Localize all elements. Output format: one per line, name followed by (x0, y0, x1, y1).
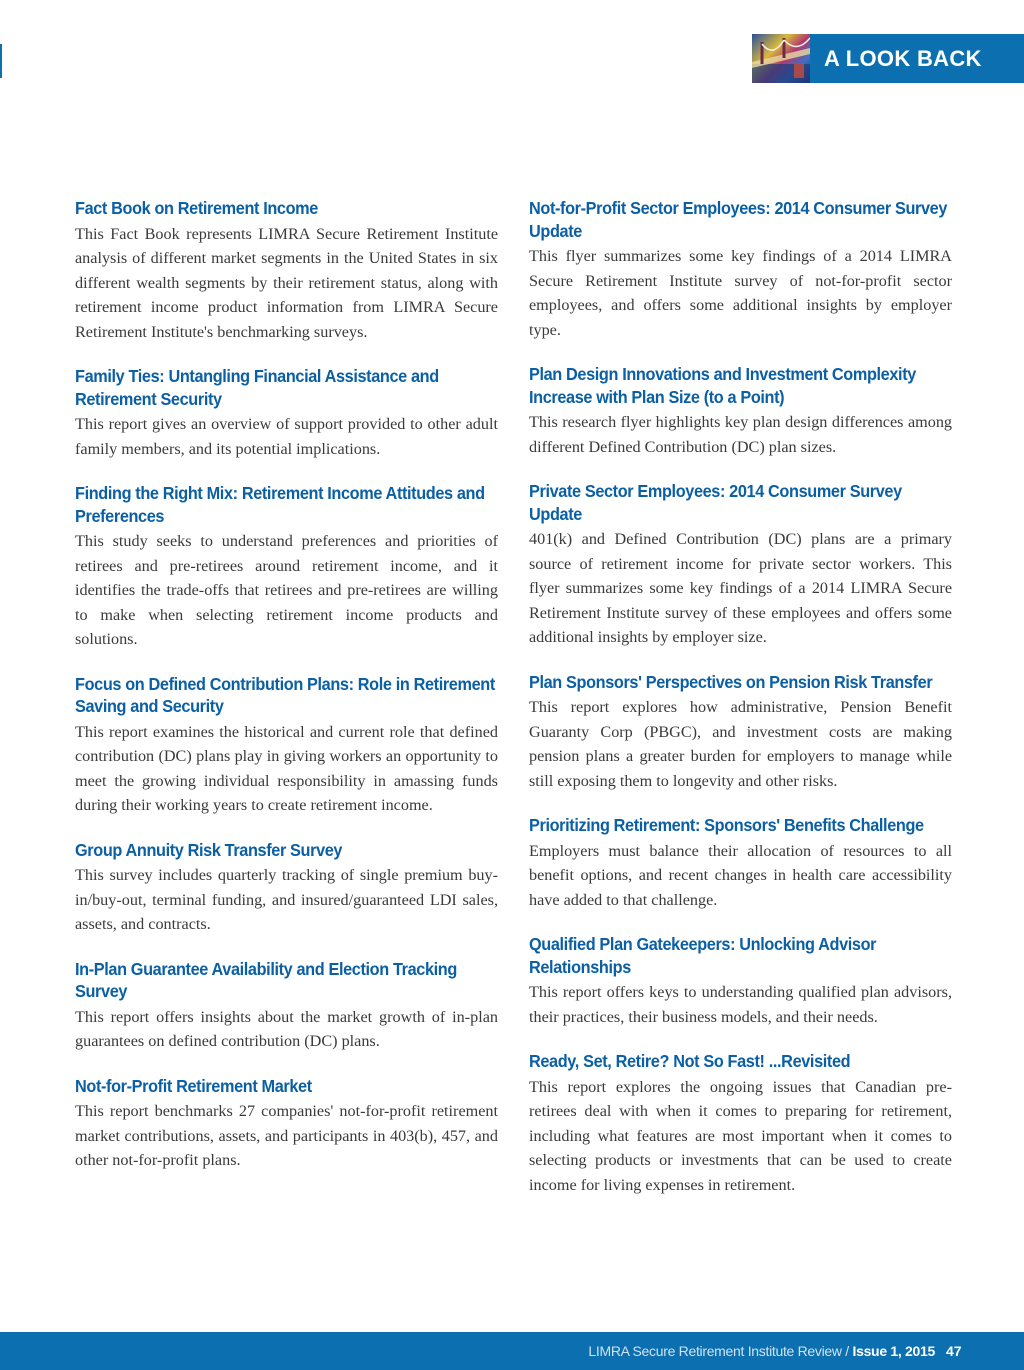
article-item (75, 673, 498, 818)
article-item (529, 363, 952, 459)
article-title[interactable]: Prioritizing Retirement: Sponsors' Benefits Challenge (529, 815, 924, 835)
article-title[interactable]: Ready, Set, Retire? Not So Fast! ...Revisited (529, 1051, 851, 1071)
article-item (75, 197, 498, 344)
article-body: This report benchmarks 27 companies' not-for-profit retirement market contributions, assets, and participants in 403(b), 457, and other not-for-profit plans. (75, 1102, 498, 1169)
article-title[interactable]: Private Sector Employees: 2014 Consumer Survey Update (529, 481, 902, 524)
article-body: 401(k) and Defined Contribution (DC) plans are a primary source of retirement income for private sector workers. This flyer summarizes some key findings of a 2014 LIMRA Secure Retirement Institute survey of these employees and offers some additional insights by employer size. (529, 530, 952, 646)
article-item (75, 365, 498, 461)
article-item (529, 480, 952, 650)
article-title[interactable]: Plan Design Innovations and Investment Complexity Increase with Plan Size (to a Point) (529, 364, 916, 407)
article-body: This flyer summarizes some key findings of a 2014 LIMRA Secure Retirement Institute survey of not-for-profit sector employees, and offers some additional insights by employer type. (529, 247, 952, 339)
left-column (75, 197, 498, 1194)
article-title[interactable]: Focus on Defined Contribution Plans: Role in Retirement Saving and Security (75, 673, 495, 716)
footer-citation (588, 1343, 935, 1359)
article-body: This report explores the ongoing issues that Canadian pre-retirees deal with when it comes to preparing for retirement, including what features are most important when it comes to selecting products or investments that can be used to create income for living expenses in retirement. (529, 1077, 952, 1194)
article-body: This survey includes quarterly tracking of single premium buy-in/buy-out, terminal funding, and insured/guaranteed LDI sales, assets, and contracts. (75, 866, 498, 933)
article-item (529, 197, 952, 342)
article-item (75, 482, 498, 652)
article-body: This report gives an overview of support provided to other adult family members, and its potential implications. (75, 415, 498, 458)
article-item (75, 958, 498, 1054)
article-body: This report examines the historical and current role that defined contribution (DC) plans play in giving workers an opportunity to meet the growing individual responsibility in amassing funds during their working years to create retirement income. (75, 722, 498, 814)
article-body: This research flyer highlights key plan design differences among different Defined Contribution (DC) plan sizes. (529, 413, 952, 456)
article-title[interactable]: Family Ties: Untangling Financial Assistance and Retirement Security (75, 366, 439, 409)
article-title[interactable]: Qualified Plan Gatekeepers: Unlocking Advisor Relationships (529, 934, 877, 977)
article-title[interactable]: Not-for-Profit Retirement Market (75, 1075, 312, 1096)
article-body: This report explores how administrative, Pension Benefit Guaranty Corp (PBGC), and investment costs are making pension plans a greater burden for employers to manage while still exposing them to longevity and other risks. (529, 698, 952, 790)
article-body: This Fact Book represents LIMRA Secure Retirement Institute analysis of different market segments in the United States in six different wealth segments by their retirement status, along with retirement income product information from LIMRA Secure Retirement Institute's benchmarking surveys. (75, 224, 498, 341)
bridge-painting-icon (752, 34, 810, 83)
page-footer (0, 1332, 1024, 1370)
page-edge-marker (0, 44, 2, 78)
article-item (529, 1050, 952, 1197)
footer-issue: Issue 1, 2015 (852, 1343, 935, 1359)
article-body: This report offers keys to understanding qualified plan advisors, their practices, their business models, and their needs. (529, 983, 952, 1026)
article-item (529, 671, 952, 794)
article-item (75, 1075, 498, 1173)
right-column (529, 197, 952, 1218)
page-number: 47 (946, 1343, 962, 1359)
article-title[interactable]: Finding the Right Mix: Retirement Income Attitudes and Preferences (75, 483, 485, 526)
article-body: This study seeks to understand preferences and priorities of retirees and pre-retirees around retirement income, and it identifies the trade-offs that retirees and pre-retirees are willing to make when selecting retirement income products and solutions. (75, 532, 498, 648)
article-body: Employers must balance their allocation of resources to all benefit options, and recent changes in health care accessibility have added to that challenge. (529, 841, 952, 909)
article-title[interactable]: Fact Book on Retirement Income (75, 198, 318, 218)
article-title[interactable]: Group Annuity Risk Transfer Survey (75, 839, 343, 860)
banner-title: A LOOK BACK (810, 34, 1024, 83)
article-body: This report offers insights about the market growth of in-plan guarantees on defined contribution (DC) plans. (75, 1007, 498, 1050)
article-title[interactable]: Not-for-Profit Sector Employees: 2014 Consumer Survey Update (529, 198, 948, 241)
article-title[interactable]: In-Plan Guarantee Availability and Election Tracking Survey (75, 958, 457, 1001)
section-banner (752, 34, 1024, 83)
article-title[interactable]: Plan Sponsors' Perspectives on Pension Risk Transfer (529, 671, 933, 692)
article-item (75, 839, 498, 937)
footer-publication: LIMRA Secure Retirement Institute Review / (588, 1343, 849, 1359)
article-item (529, 933, 952, 1029)
article-item (529, 814, 952, 912)
